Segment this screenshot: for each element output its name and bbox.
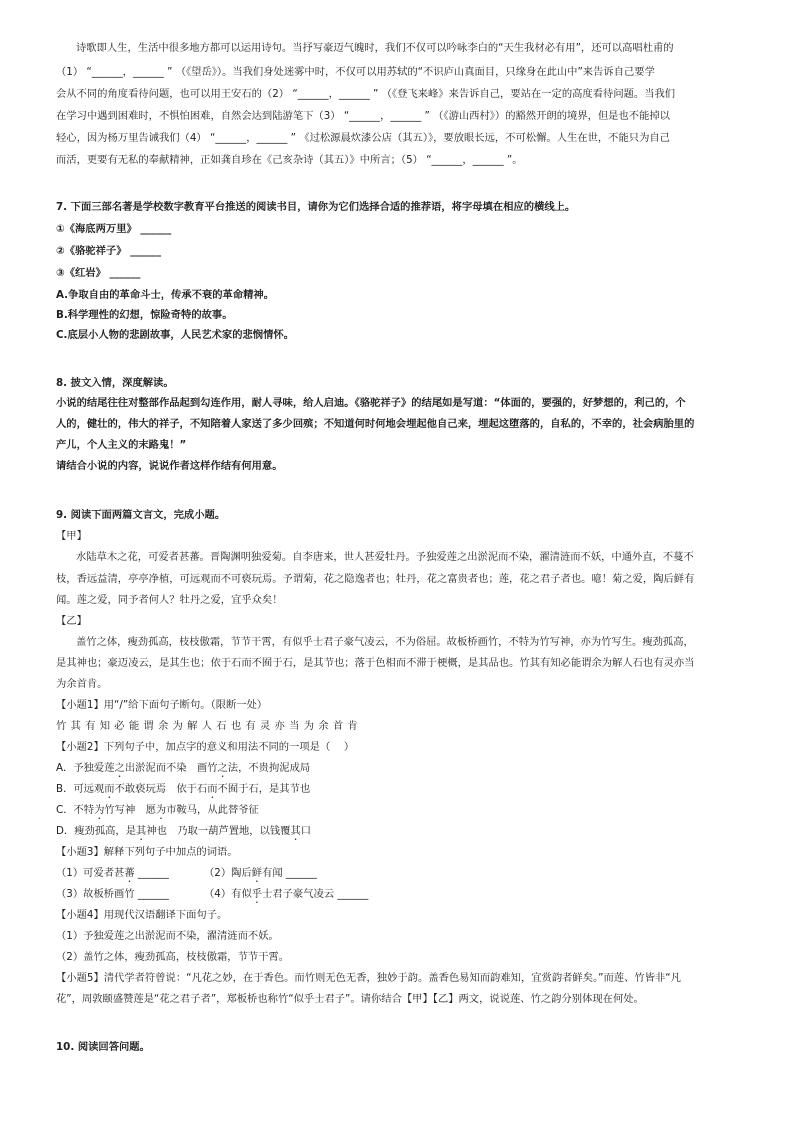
q9-jia-line: 闻。莲之爱，同予者何人？牡丹之爱，宜乎众矣！	[56, 594, 283, 606]
q9-subquestion-5-cont: 花”，周敦颐盛赞莲是“花之君子者”，郑板桥也称竹“似乎士君子”。请你结合【甲】【乙】两文，说说莲、竹之韵分别体现在何处。	[56, 993, 644, 1005]
q9-s3-item-2: （2）陶后鲜有闻 ______	[204, 867, 317, 879]
q8-line: 请结合小说的内容，说说作者这样作结有何用意。	[56, 460, 283, 472]
q8-line: 产儿，个人主义的末路鬼！”	[56, 439, 187, 451]
q9-subquestion-2: 【小题2】下列句子中，加点字的意义和用法不同的一项是（ ）	[56, 741, 355, 753]
q9-s3-item-4: （4）有似乎士君子豪气凌云 ______	[204, 888, 369, 900]
q9-s3-item-1: （1）可爱者甚蕃 ______	[56, 867, 169, 879]
q9-s2-option-b: B．可远观而不敢亵玩焉 依于石而不囿于石，是其节也	[56, 783, 311, 795]
q7-item: ①《海底两万里》 ______	[56, 223, 172, 235]
q9-jia-line: 水陆草木之花，可爱者甚蕃。晋陶渊明独爱菊。自李唐来，世人甚爱牡丹。予独爱莲之出淤泥而不染，濯清涟而不妖，中通外直，不蔓不	[76, 551, 694, 563]
q7-option: C.底层小人物的悲剧故事，人民艺术家的悲悯情怀。	[56, 329, 294, 341]
q9-yi-line: 为余首肯。	[56, 678, 108, 690]
intro-line: 会从不同的角度看待问题，也可以用王安石的（2） “______，______ ” （《登飞来峰》来告诉自己，要站在一定的高度看待问题。当我们	[56, 88, 676, 100]
q7-item: ②《骆驼祥子》 ______	[56, 245, 161, 257]
q9-subquestion-3: 【小题3】解释下列句子中加点的词语。	[56, 846, 238, 858]
q9-jia-line: 枝，香远益清，亭亭净植，可远观而不可亵玩焉。予谓菊，花之隐逸者也；牡丹，花之富贵者也；莲，花之君子者也。噫！菊之爱，陶后鲜有	[56, 573, 695, 585]
q9-s1-text: 竹 其 有 知 必 能 谓 余 为 解 人 石 也 有 灵 亦 当 为 余 首 肯	[56, 720, 359, 732]
q9-yi-line: 盖竹之体，瘦劲孤高，枝枝傲霜，节节干霄，有似乎士君子豪气凌云，不为俗屈。故板桥画竹，不特为竹写神，亦为竹写生。瘦劲孤高，	[76, 636, 694, 648]
q9-s4-item-1: （1）予独爱莲之出淤泥而不染，濯清涟而不妖。	[56, 930, 279, 942]
q9-title: 9. 阅读下面两篇文言文，完成小题。	[56, 509, 226, 521]
q8-line: 小说的结尾往往对整部作品起到勾连作用，耐人寻味，给人启迪。《骆驼祥子》的结尾如是写道：“体面的，要强的，好梦想的，利己的，个	[56, 397, 686, 409]
intro-line: 在学习中遇到困难时，不惧怕困难，自然会达到陆游笔下（3） “______，______ ” （《游山西村》）的豁然开朗的境界，但是也不能掉以	[56, 110, 670, 122]
q7-item: ③《红岩》 ______	[56, 267, 141, 279]
q7-option: B.科学理性的幻想，惊险奇特的故事。	[56, 309, 233, 321]
q9-jia-label: 【甲】	[56, 530, 87, 542]
intro-line: 诗歌即人生，生活中很多地方都可以运用诗句。当抒写豪迈气魄时，我们不仅可以吟咏李白的“天生我材必有用”，还可以高唱杜甫的	[76, 42, 674, 54]
q8-line: 人的，健壮的，伟大的祥子，不知陪着人家送了多少回殡；不知道何时何地会埋起他自己来，埋起这堕落的，自私的，不幸的，社会病胎里的	[56, 418, 695, 430]
q9-yi-label: 【乙】	[56, 615, 87, 627]
q9-s4-item-2: （2）盖竹之体，瘦劲孤高，枝枝傲霜，节节干霄。	[56, 951, 290, 963]
q10-title: 10. 阅读回答问题。	[56, 1041, 150, 1053]
q9-s2-option-c: C．不特为竹写神 愿为市鞍马，从此替爷征	[56, 804, 259, 816]
q8-title: 8. 披文入情，深度解读。	[56, 377, 174, 389]
q9-s2-option-d: D．瘦劲孤高，是其神也 乃取一葫芦置地，以钱覆其口	[56, 825, 312, 837]
intro-line: （1） “______，______ ” （《望岳》）。当我们身处迷雾中时，不仅可以用苏轼的“不识庐山真面目，只缘身在此山中”来告诉自己要学	[56, 66, 655, 78]
intro-line: 轻心，因为杨万里告诫我们（4） “______，______ ” 《过松源晨炊漆公店（其五）》，要放眼长远，不可松懈。人生在世，不能只为自己	[56, 132, 670, 144]
q9-yi-line: 是其神也；豪迈凌云，是其生也；依于石而不囿于石，是其节也；落于色相而不滞于梗概，是其品也。竹其有知必能谓余为解人石也有灵亦当	[56, 657, 695, 669]
intro-line: 而活，更要有无私的奉献精神，正如龚自珍在《己亥杂诗（其五）》中所言；（5） “______，______ ”。	[56, 154, 523, 166]
q9-subquestion-4: 【小题4】用现代汉语翻译下面句子。	[56, 909, 228, 921]
q7-title: 7. 下面三部名著是学校数字教育平台推送的阅读书目，请你为它们选择合适的推荐语，将字母填在相应的横线上。	[56, 201, 576, 213]
q7-option: A.争取自由的革命斗士，传承不衰的革命精神。	[56, 289, 275, 301]
q9-s3-item-3: （3）故板桥画竹 ______	[56, 888, 169, 900]
q9-subquestion-1: 【小题1】用“/”给下面句子断句。（限断一处）	[56, 699, 268, 711]
q9-s2-option-a: A．予独爱莲之出淤泥而不染 画竹之法，不贵拘泥成局	[56, 762, 311, 774]
q9-subquestion-5: 【小题5】清代学者符曾说：“凡花之妙，在于香色。而竹则无色无香，独妙于韵。盖香色易知而韵难知，宜赏韵者鲜矣。”而莲、竹皆非“凡	[56, 972, 681, 984]
